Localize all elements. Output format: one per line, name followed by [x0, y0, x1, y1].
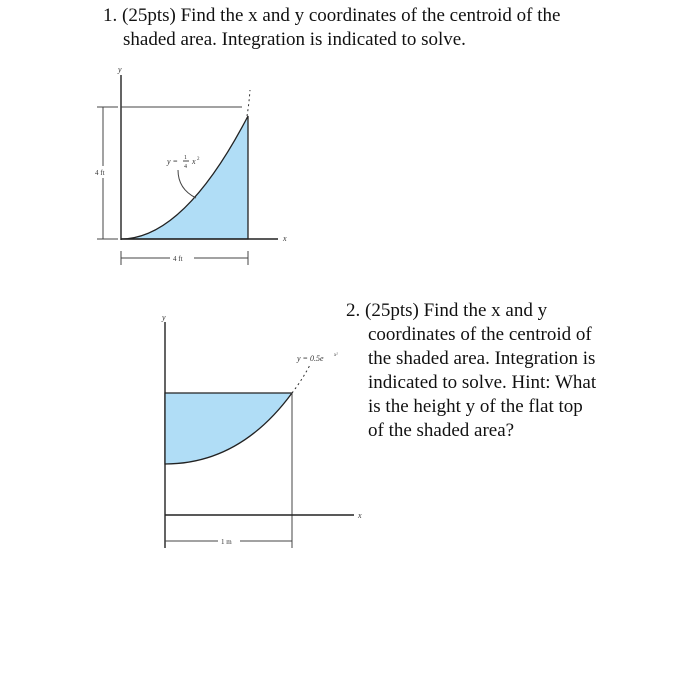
figure-2-curve-label-exponent: x² [334, 353, 338, 358]
figure-2-x-label: x [358, 511, 362, 520]
figure-1-height-label: 4 ft [95, 169, 105, 177]
figure-1-curve-label-lhs: y = [167, 157, 178, 166]
figure-1-curve-label-x: x [192, 157, 196, 166]
problem-1-number: 1. [103, 5, 118, 26]
problem-2-statement-6: of the shaded area? [368, 420, 515, 441]
problem-2-statement-2: coordinates of the centroid of [368, 324, 592, 345]
figure-2-width-label: 1 m [221, 538, 232, 546]
figure-2-curve-extension [292, 365, 310, 393]
figure-1-x-label: x [283, 234, 287, 243]
figure-1-curve-label-denominator: 4 [184, 164, 187, 170]
problem-1-statement-1: Find the x and y coordinates of the centroid of the [180, 5, 561, 26]
figure-2-shaded-area [165, 393, 292, 464]
figure-2-y-label: y [162, 313, 166, 322]
problem-2-statement-4: indicated to solve. Hint: What [368, 372, 597, 393]
figure-2-curve-label: y = 0.5e [297, 354, 324, 363]
problem-2-statement-1: Find the x and y [423, 300, 548, 321]
problem-2-points: (25pts) [365, 300, 419, 321]
figure-1-y-label: y [118, 65, 122, 74]
problem-2-number: 2. [346, 300, 361, 321]
problem-2-statement-3: the shaded area. Integration is [368, 348, 596, 369]
figure-1-width-label: 4 ft [173, 255, 183, 263]
problem-1-points: (25pts) [122, 5, 176, 26]
figure-1-curve-label-numerator: 1 [184, 155, 187, 161]
problem-1-statement-2: shaded area. Integration is indicated to solve. [123, 29, 466, 50]
problem-2-statement-5: is the height y of the flat top [368, 396, 583, 417]
figure-1-curve-label-exponent: 2 [197, 157, 200, 162]
